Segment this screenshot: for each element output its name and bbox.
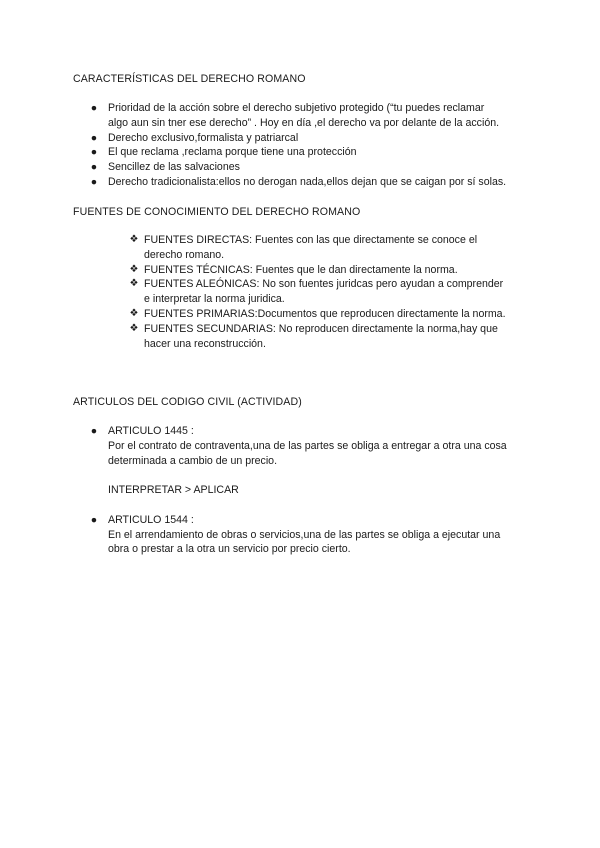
- list-item-text: El que reclama ,reclama porque tiene una protección: [108, 146, 357, 159]
- article-text: determinada a cambio de un precio.: [108, 454, 278, 467]
- section-heading-caracteristicas: CARACTERÍSTICAS DEL DERECHO ROMANO: [73, 73, 306, 85]
- article-text: obra o prestar a la otra un servicio por precio cierto.: [108, 543, 351, 556]
- article-item: [90, 424, 548, 513]
- list-item: [90, 131, 548, 146]
- bullet-icon: ●: [90, 513, 98, 526]
- list-item-text: FUENTES SECUNDARIAS: No reproducen directamente la norma,hay que: [144, 322, 498, 335]
- list-item: [129, 277, 544, 307]
- articulos-list: [90, 424, 548, 557]
- diamond-bullet-icon: ❖: [129, 263, 139, 275]
- bullet-icon: ●: [90, 175, 98, 188]
- list-item-text: Derecho tradicionalista:ellos no derogan nada,ellos dejan que se caigan por sí solas.: [108, 175, 507, 188]
- list-item-text: Prioridad de la acción sobre el derecho subjetivo protegido (“tu puedes reclamar: [108, 102, 485, 114]
- article-text: Por el contrato de contraventa,una de las partes se obliga a entregar a otra una cosa: [108, 439, 507, 452]
- bullet-icon: ●: [90, 131, 98, 144]
- list-item-text: FUENTES TÉCNICAS: Fuentes que le dan directamente la norma.: [144, 263, 458, 276]
- article-text: En el arrendamiento de obras o servicios,una de las partes se obliga a ejecutar una: [108, 528, 501, 541]
- list-item-text: FUENTES DIRECTAS: Fuentes con las que directamente se conoce el: [144, 234, 478, 246]
- list-item: [129, 307, 544, 322]
- diamond-bullet-icon: ❖: [129, 322, 139, 334]
- article-title: ARTICULO 1544 :: [108, 513, 194, 526]
- list-item: [90, 145, 548, 160]
- list-item: [129, 263, 544, 278]
- bullet-icon: ●: [90, 161, 98, 174]
- list-item-text: e interpretar la norma juridica.: [144, 293, 285, 306]
- list-item-text: FUENTES ALEÓNICAS: No son fuentes juridcas pero ayudan a comprender: [144, 278, 504, 291]
- list-item-text: FUENTES PRIMARIAS:Documentos que reproducen directamente la norma.: [144, 307, 506, 320]
- section-heading-fuentes: FUENTES DE CONOCIMIENTO DEL DERECHO ROMANO: [73, 206, 361, 218]
- diamond-bullet-icon: ❖: [129, 307, 139, 319]
- bullet-icon: ●: [90, 102, 98, 114]
- article-title: ARTICULO 1445 :: [108, 425, 194, 437]
- list-item: [129, 233, 544, 263]
- list-item-text: Sencillez de las salvaciones: [108, 161, 240, 174]
- bullet-icon: ●: [90, 146, 98, 159]
- list-item: [90, 160, 548, 175]
- list-item-text: Derecho exclusivo,formalista y patriarcal: [108, 131, 299, 144]
- caracteristicas-list: [90, 101, 548, 190]
- diamond-bullet-icon: ❖: [129, 278, 139, 290]
- article-note: INTERPRETAR > APLICAR: [108, 484, 239, 497]
- section-heading-articulos: ARTICULOS DEL CODIGO CIVIL (ACTIVIDAD): [73, 396, 302, 408]
- diamond-bullet-icon: ❖: [129, 234, 139, 245]
- list-item: [90, 175, 548, 190]
- list-item: [90, 101, 548, 131]
- list-item-text: algo aun sin tner ese derecho” . Hoy en día ,el derecho va por delante de la acción.: [108, 116, 500, 129]
- list-item-text: hacer una reconstrucción.: [144, 337, 266, 350]
- article-item: [90, 513, 548, 557]
- list-item: [129, 322, 544, 352]
- list-item-text: derecho romano.: [144, 248, 225, 261]
- bullet-icon: ●: [90, 425, 98, 437]
- fuentes-list: [129, 233, 544, 351]
